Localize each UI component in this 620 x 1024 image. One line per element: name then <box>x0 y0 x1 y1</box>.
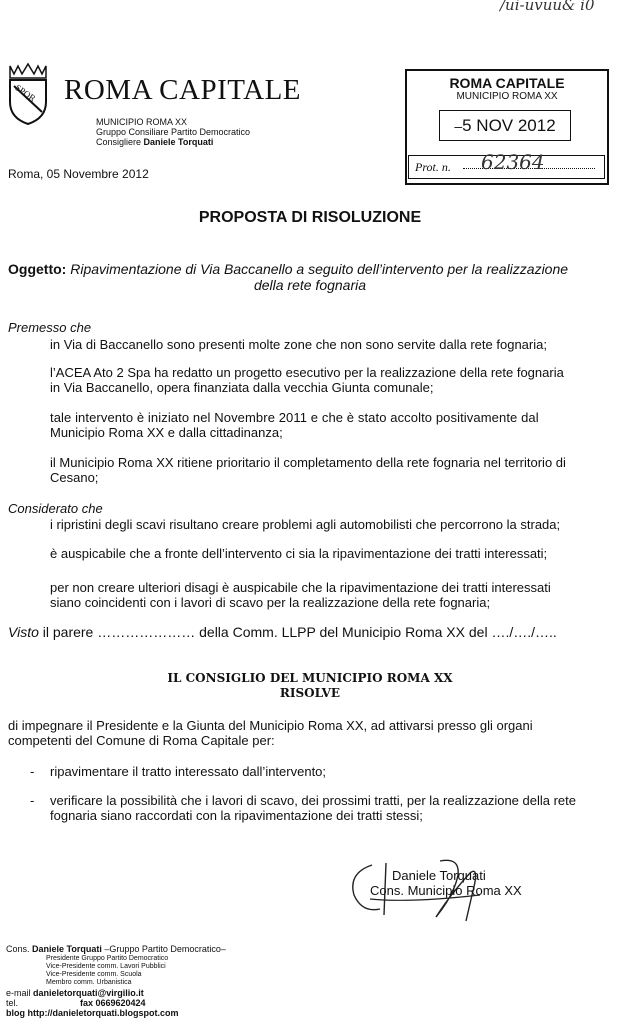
footer-fax: fax 0669620424 <box>80 998 146 1008</box>
footer-suffix: –Gruppo Partito Democratico– <box>101 944 226 954</box>
risolve-item-1: ripavimentare il tratto interessato dall’intervento; <box>50 764 327 779</box>
premesso-p1: in Via di Baccanello sono presenti molte zone che non sono servite dalla rete fognaria; <box>50 337 547 352</box>
stamp-subtitle: MUNICIPIO ROMA XX <box>456 91 558 102</box>
email-label: e-mail <box>6 988 34 998</box>
premesso-p4a: il Municipio Roma XX ritiene prioritario il completamento della rete fognaria nel territorio di <box>50 455 566 470</box>
considerato-p3a: per non creare ulteriori disagi è auspicabile che la ripavimentazione dei tratti interessati <box>50 580 551 595</box>
footer-blog[interactable]: blog http://danieletorquati.blogspot.com <box>6 1008 179 1018</box>
logo-letters: SPQR <box>13 82 38 104</box>
email-link[interactable]: danieletorquati@virgilio.it <box>33 988 144 998</box>
footer-prefix: Cons. <box>6 944 33 954</box>
footer-tel-label: tel. <box>6 998 19 1008</box>
footer-role-2: Vice-Presidente comm. Lavori Pubblici <box>46 963 166 970</box>
consigliere-name: Daniele Torquati <box>143 137 214 147</box>
premesso-p2a: l’ACEA Ato 2 Spa ha redatto un progetto esecutivo per la realizzazione della rete fognaria <box>50 365 564 380</box>
footer-email <box>6 988 144 998</box>
subject-label: Oggetto: <box>8 261 67 277</box>
footer-role-3: Vice-Presidente comm. Scuola <box>46 971 142 978</box>
subject-line2: della rete fognaria <box>253 277 367 293</box>
protocol-stamp <box>405 69 609 185</box>
header-consigliere <box>96 137 213 147</box>
risolve-item-2b: fognaria siano raccordati con la ripavimentazione dei tratti stessi; <box>50 808 423 823</box>
list-dash-2: - <box>30 793 35 808</box>
considerato-p1: i ripristini degli scavi risultano creare problemi agli automobilisti che percorrono la strada; <box>50 517 561 532</box>
footer-name: Daniele Torquati <box>32 944 102 954</box>
consigliere-label: Consigliere <box>96 137 144 147</box>
considerato-p3b: siano coincidenti con i lavori di scavo per la realizzazione della rete fognaria; <box>50 595 491 610</box>
list-dash-1: - <box>30 764 35 779</box>
risolve-intro-a: di impegnare il Presidente e la Giunta del Municipio Roma XX, ad attivarsi presso gli organi <box>8 718 533 733</box>
consiglio-heading: IL CONSIGLIO DEL MUNICIPIO ROMA XX <box>167 671 453 685</box>
subject <box>8 261 613 277</box>
premesso-p3a: tale intervento è iniziato nel Novembre 2011 e che è stato accolto positivamente dal <box>50 410 539 425</box>
premesso-p2b: in Via Baccanello, opera finanziata dalla vecchia Giunta comunale; <box>50 380 434 395</box>
spqr-logo <box>4 62 52 126</box>
considerato-heading: Considerato che <box>8 501 103 516</box>
risolve-item-2a: verificare la possibilità che i lavori di scavo, dei prossimi tratti, per la realizzazione della rete <box>50 793 577 808</box>
visto-label: Visto <box>8 624 39 640</box>
footer-role-4: Membro comm. Urbanistica <box>46 979 132 986</box>
risolve-heading: RISOLVE <box>279 686 341 700</box>
visto-text: il parere ………………… della Comm. LLPP del Municipio Roma XX del …./…./….. <box>38 624 557 640</box>
footer-role-1: Presidente Gruppo Partito Democratico <box>46 955 169 962</box>
prot-number: 62364 <box>481 150 545 174</box>
risolve-intro-b: competenti del Comune di Roma Capitale per: <box>8 733 275 748</box>
header-gruppo: Gruppo Consiliare Partito Democratico <box>96 127 251 137</box>
signature-name: Daniele Torquati <box>392 868 486 883</box>
stamp-prot-box <box>408 150 605 179</box>
footer-line1 <box>6 944 226 954</box>
signature-role: Cons. Municipio Roma XX <box>370 883 522 898</box>
premesso-p4b: Cesano; <box>50 470 99 485</box>
handwritten-note: /ui-uvuu& i0 <box>500 0 595 14</box>
subject-line1: Ripavimentazione di Via Baccanello a seguito dell’intervento per la realizzazione <box>70 261 569 277</box>
stamp-date-box <box>439 110 571 141</box>
premesso-heading: Premesso che <box>8 320 92 335</box>
stamp-title: ROMA CAPITALE <box>449 75 565 91</box>
considerato-p2: è auspicabile che a fronte dell’intervento ci sia la ripavimentazione dei tratti interessati; <box>50 546 548 561</box>
stamp-date: 5 NOV 2012 <box>462 116 556 135</box>
logo-title: ROMA CAPITALE <box>64 74 301 106</box>
document-title: PROPOSTA DI RISOLUZIONE <box>198 209 422 226</box>
prot-label: Prot. n. <box>415 160 451 174</box>
header-municipio: MUNICIPIO ROMA XX <box>96 117 188 127</box>
stamp-dash: – <box>454 118 463 134</box>
visto-line <box>8 625 557 640</box>
premesso-p3b: Municipio Roma XX e dalla cittadinanza; <box>50 425 283 440</box>
place-date: Roma, 05 Novembre 2012 <box>8 167 149 181</box>
